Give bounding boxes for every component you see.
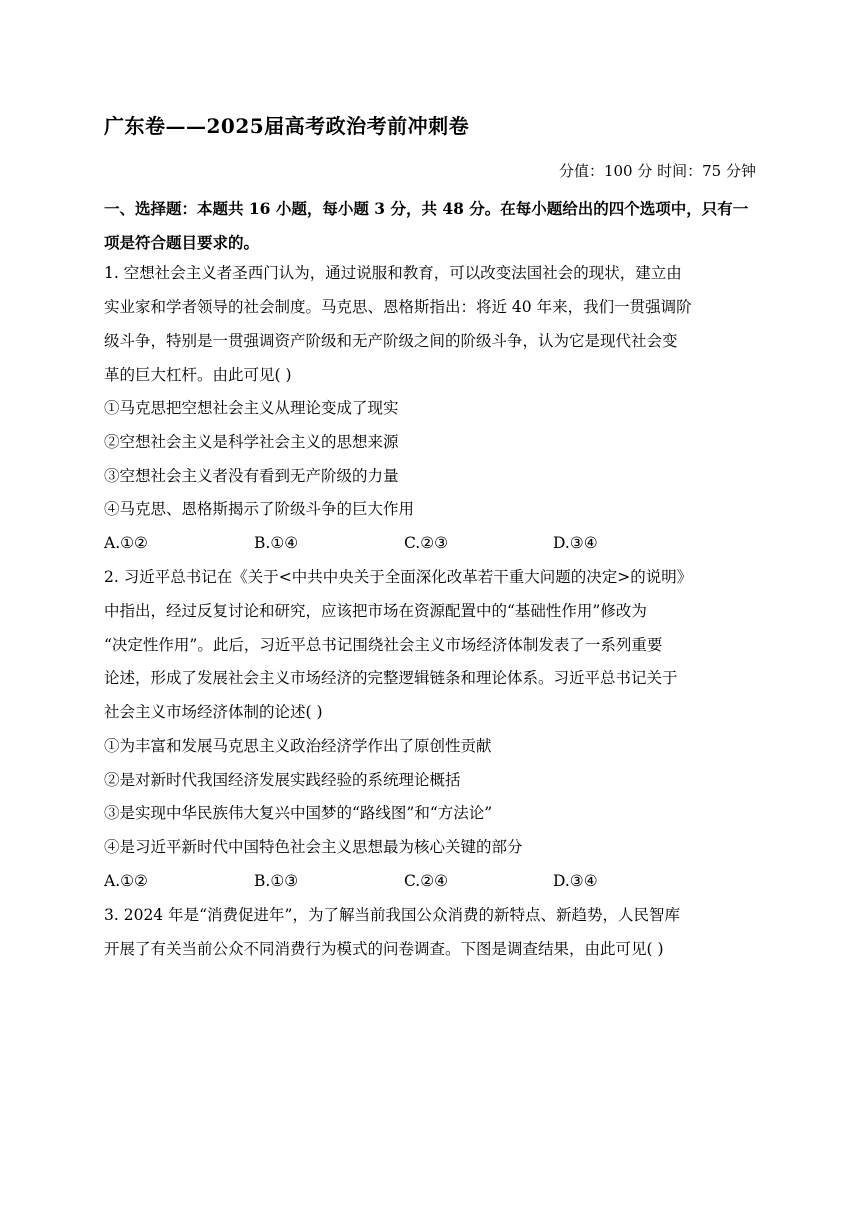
question-2-stem-line: “决定性作用”。此后，习近平总书记围绕社会主义市场经济体制发表了一系列重要 bbox=[104, 636, 663, 654]
section-heading: 一、选择题：本题共 16 小题，每小题 3 分，共 48 分。在每小题给出的四个选项中，只有一项是符合题目要求的。 bbox=[104, 199, 749, 252]
question-2-statement: ④是习近平新时代中国特色社会主义思想最为核心关键的部分 bbox=[104, 838, 523, 856]
option-b: B.①④ bbox=[254, 534, 299, 552]
question-2-statement: ③是实现中华民族伟大复兴中国梦的“路线图”和“方法论” bbox=[104, 804, 493, 822]
question-2-statement: ②是对新时代我国经济发展实践经验的系统理论概括 bbox=[104, 771, 461, 789]
question-2-statement: ①为丰富和发展马克思主义政治经济学作出了原创性贡献 bbox=[104, 737, 492, 755]
question-3-stem-line: 3. 2024 年是“消费促进年”，为了解当前我国公众消费的新特点、新趋势，人民智库 bbox=[104, 906, 680, 924]
question-2-stem-line: 社会主义市场经济体制的论述( ) bbox=[104, 703, 323, 721]
question-2-stem-line: 2. 习近平总书记在《关于<中共中央关于全面深化改革若干重大问题的决定>的说明》 bbox=[104, 568, 693, 586]
question-1-statement: ①马克思把空想社会主义从理论变成了现实 bbox=[104, 399, 399, 417]
question-2-options bbox=[104, 869, 704, 893]
question-1-options bbox=[104, 531, 704, 555]
option-a: A.①② bbox=[104, 872, 148, 890]
exam-title: 广东卷——2025届高考政治考前冲刺卷 bbox=[104, 114, 470, 138]
option-d: D.③④ bbox=[553, 534, 598, 552]
score-time-info: 分值：100 分 时间：75 分钟 bbox=[558, 162, 756, 180]
option-c: C.②③ bbox=[404, 534, 449, 552]
question-1-stem-line: 1. 空想社会主义者圣西门认为，通过说服和教育，可以改变法国社会的现状，建立由 bbox=[104, 264, 682, 282]
option-d: D.③④ bbox=[553, 872, 598, 890]
question-1-stem-line: 级斗争，特别是一贯强调资产阶级和无产阶级之间的阶级斗争，认为它是现代社会变 bbox=[104, 332, 678, 350]
question-1-stem-line: 实业家和学者领导的社会制度。马克思、恩格斯指出：将近 40 年来，我们一贯强调阶 bbox=[104, 298, 692, 316]
question-1-statement: ④马克思、恩格斯揭示了阶级斗争的巨大作用 bbox=[104, 500, 415, 518]
option-c: C.②④ bbox=[404, 872, 449, 890]
question-1-statement: ③空想社会主义者没有看到无产阶级的力量 bbox=[104, 467, 399, 485]
question-2-stem-line: 中指出，经过反复讨论和研究，应该把市场在资源配置中的“基础性作用”修改为 bbox=[104, 602, 647, 620]
question-2-stem-line: 论述，形成了发展社会主义市场经济的完整逻辑链条和理论体系。习近平总书记关于 bbox=[104, 669, 678, 687]
question-1-statement: ②空想社会主义是科学社会主义的思想来源 bbox=[104, 433, 399, 451]
option-b: B.①③ bbox=[254, 872, 299, 890]
question-3-stem-line: 开展了有关当前公众不同消费行为模式的问卷调查。下图是调查结果，由此可见( ) bbox=[104, 940, 664, 958]
question-1-stem-line: 革的巨大杠杆。由此可见( ) bbox=[104, 366, 292, 384]
option-a: A.①② bbox=[104, 534, 148, 552]
